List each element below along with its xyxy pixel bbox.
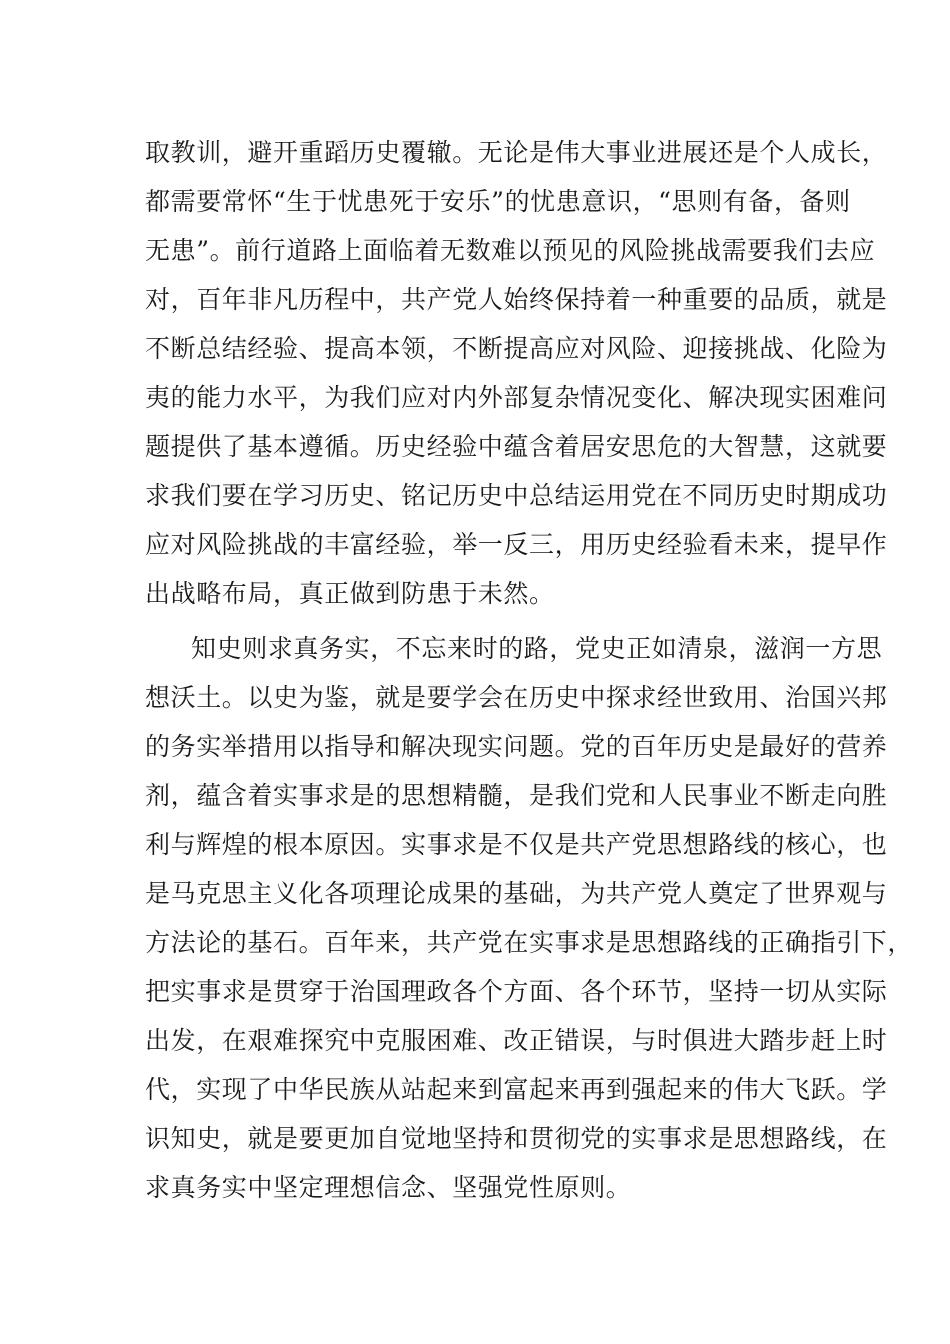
paragraph-1 bbox=[145, 128, 888, 618]
text-line: 对，百年非凡历程中，共产党人始终保持着一种重要的品质，就是 bbox=[145, 285, 888, 314]
text-line: 都需要常怀“生于忧患死于安乐”的忧患意识，“思则有备，备则 bbox=[145, 187, 851, 216]
text-line: 出战略布局，真正做到防患于未然。 bbox=[145, 579, 555, 608]
text-line: 剂，蕴含着实事求是的思想精髓，是我们党和人民事业不断走向胜 bbox=[145, 781, 888, 810]
text-line: 是马克思主义化各项理论成果的基础，为共产党人奠定了世界观与 bbox=[145, 879, 888, 908]
text-line: 应对风险挑战的丰富经验，举一反三，用历史经验看未来，提早作 bbox=[145, 530, 888, 559]
paragraph-2 bbox=[145, 624, 914, 1212]
text-line: 不断总结经验、提高本领，不断提高应对风险、迎接挑战、化险为 bbox=[145, 334, 888, 363]
text-line: 识知史，就是要更加自觉地坚持和贯彻党的实事求是思想路线，在 bbox=[145, 1124, 888, 1153]
text-line: 夷的能力水平，为我们应对内外部复杂情况变化、解决现实困难问 bbox=[145, 383, 888, 412]
text-line: 无患”。前行道路上面临着无数难以预见的风险挑战需要我们去应 bbox=[145, 236, 876, 265]
text-line: 知史则求真务实，不忘来时的路，党史正如清泉，滋润一方思 bbox=[191, 634, 883, 663]
text-line: 题提供了基本遵循。历史经验中蕴含着居安思危的大智慧，这就要 bbox=[145, 432, 888, 461]
text-line: 代，实现了中华民族从站起来到富起来再到强起来的伟大飞跃。学 bbox=[145, 1075, 888, 1104]
text-line: 的务实举措用以指导和解决现实问题。党的百年历史是最好的营养 bbox=[145, 732, 888, 761]
text-line: 方法论的基石。百年来，共产党在实事求是思想路线的正确指引下， bbox=[145, 928, 914, 957]
text-line: 把实事求是贯穿于治国理政各个方面、各个环节，坚持一切从实际 bbox=[145, 977, 888, 1006]
text-line: 利与辉煌的根本原因。实事求是不仅是共产党思想路线的核心，也 bbox=[145, 830, 888, 859]
text-line: 出发，在艰难探究中克服困难、改正错误，与时俱进大踏步赶上时 bbox=[145, 1026, 888, 1055]
text-line: 想沃土。以史为鉴，就是要学会在历史中探求经世致用、治国兴邦 bbox=[145, 683, 888, 712]
text-line: 取教训，避开重蹈历史覆辙。无论是伟大事业进展还是个人成长， bbox=[145, 138, 888, 167]
text-line: 求真务实中坚定理想信念、坚强党性原则。 bbox=[145, 1173, 632, 1202]
text-line: 求我们要在学习历史、铭记历史中总结运用党在不同历史时期成功 bbox=[145, 481, 888, 510]
